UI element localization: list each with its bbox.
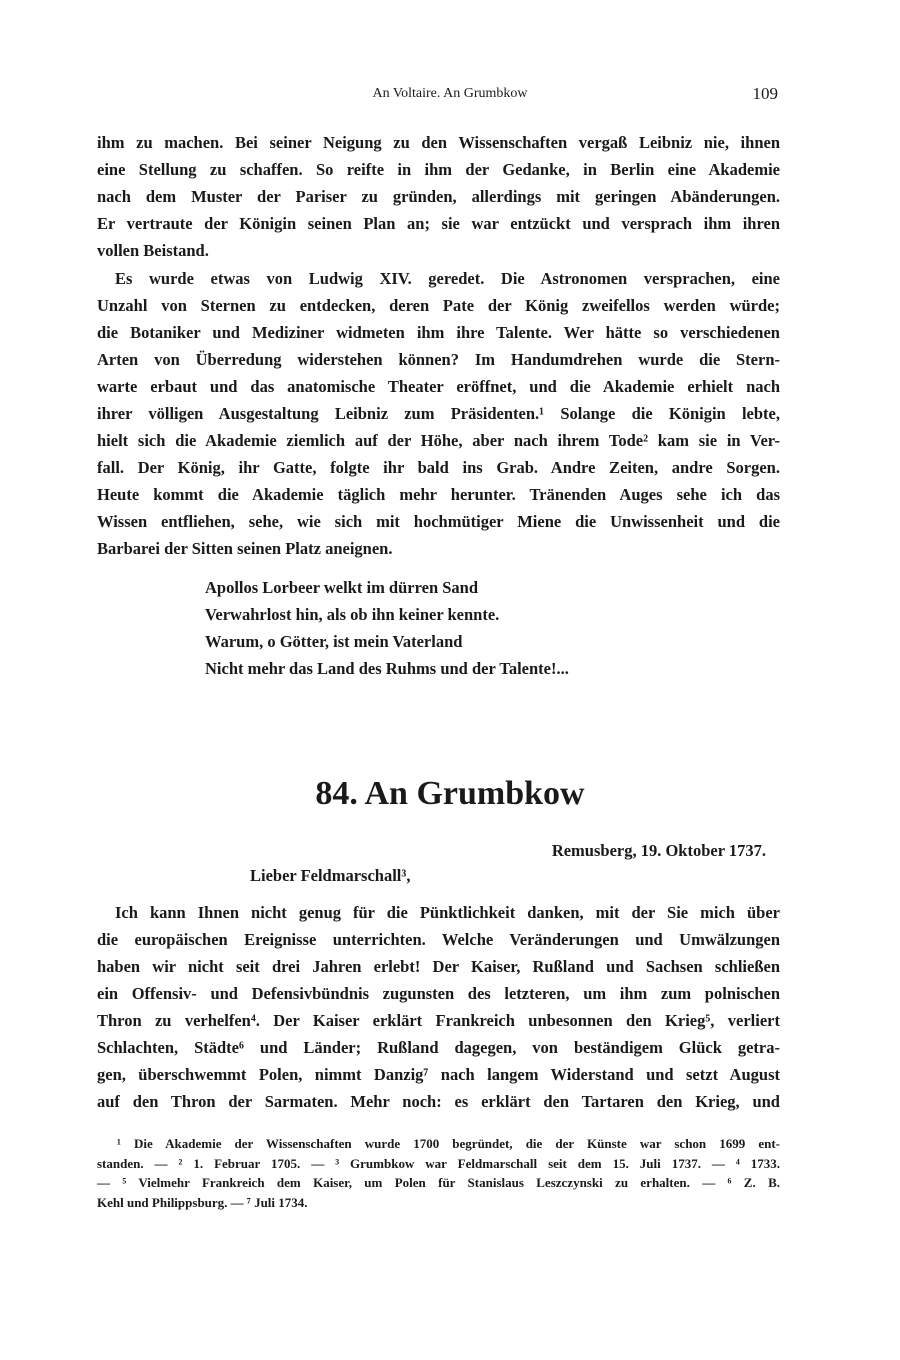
letter-title: 84. An Grumbkow (315, 775, 585, 812)
verse-line: Verwahrlost hin, als ob ihn keiner kennte. (205, 605, 500, 624)
verse (205, 574, 569, 682)
letter-body (97, 899, 780, 1115)
text-line: eine Stellung zu schaffen. So reifte in ihm der Gedanke, in Berlin eine Akademie (97, 160, 780, 179)
text-line: nach dem Muster der Pariser zu gründen, allerdings mit geringen Abänderungen. (97, 187, 780, 206)
text-line: warte erbaut und das anatomische Theater eröffnet, und die Akademie erhielt nach (97, 377, 780, 396)
text-line: gen, überschwemmt Polen, nimmt Danzig⁷ nach langem Widerstand und setzt August (97, 1065, 780, 1084)
text-line: fall. Der König, ihr Gatte, folgte ihr bald ins Grab. Andre Zeiten, andre Sorgen. (97, 458, 780, 477)
text-line: vollen Beistand. (97, 241, 209, 260)
text-line: Schlachten, Städte⁶ und Länder; Rußland dagegen, von beständigem Glück getra- (97, 1038, 780, 1057)
paragraph-2 (97, 265, 780, 562)
page-number: 109 (752, 84, 778, 103)
footnote-line: ¹ Die Akademie der Wissenschaften wurde 1700 begründet, die der Künste war schon 1699 ent- (117, 1136, 780, 1151)
text-line: Es wurde etwas von Ludwig XIV. geredet. Die Astronomen versprachen, eine (115, 269, 780, 288)
letter-date: Remusberg, 19. Oktober 1737. (551, 841, 766, 860)
text-line: ihrer völligen Ausgestaltung Leibniz zum Präsidenten.¹ Solange die Königin lebte, (97, 404, 780, 423)
text-line: Heute kommt die Akademie täglich mehr herunter. Tränenden Auges sehe ich das (97, 485, 780, 504)
text-line: auf den Thron der Sarmaten. Mehr noch: es erklärt den Tartaren den Krieg, und (97, 1092, 780, 1111)
text-line: Unzahl von Sternen zu entdecken, deren Pate der König zweifellos werden würde; (97, 296, 780, 315)
text-line: ein Offensiv- und Defensivbündnis zugunsten des letzteren, um ihm zum polnischen (97, 984, 780, 1003)
footnotes (97, 1134, 780, 1212)
text-line: die Botaniker und Mediziner widmeten ihm ihre Talente. Wer hätte so verschiedenen (97, 323, 780, 342)
text-line: Er vertraute der Königin seinen Plan an; sie war entzückt und versprach ihm ihren (97, 214, 780, 233)
footnote-line: Kehl und Philippsburg. — ⁷ Juli 1734. (97, 1194, 308, 1210)
verse-line: Apollos Lorbeer welkt im dürren Sand (205, 578, 479, 597)
text-line: Wissen entfliehen, sehe, wie sich mit hochmütiger Miene die Unwissenheit und die (97, 512, 780, 531)
text-line: Barbarei der Sitten seinen Platz aneignen. (97, 539, 393, 558)
verse-line: Warum, o Götter, ist mein Vaterland (205, 632, 463, 651)
running-title: An Voltaire. An Grumbkow (372, 86, 528, 101)
footnote-line: — ⁵ Vielmehr Frankreich dem Kaiser, um Polen für Stanislaus Leszczynski zu erhalten. — ⁶ Z. B. (97, 1175, 780, 1190)
text-line: Thron zu verhelfen⁴. Der Kaiser erklärt Frankreich unbesonnen den Krieg⁵, verliert (97, 1011, 780, 1030)
text-line: Arten von Überredung widerstehen können? Im Handumdrehen wurde die Stern- (97, 350, 780, 369)
page-header (0, 84, 900, 108)
footnote-line: standen. — ² 1. Februar 1705. — ³ Grumbkow war Feldmarschall seit dem 15. Juli 1737. — ⁴ 1733. (97, 1155, 780, 1171)
salutation: Lieber Feldmarschall³, (250, 866, 411, 885)
text-line: die europäischen Ereignisse unterrichten. Welche Veränderungen und Umwälzungen (97, 930, 780, 949)
text-line: haben wir nicht seit drei Jahren erlebt! Der Kaiser, Rußland und Sachsen schließen (97, 957, 780, 976)
continued-paragraph (97, 129, 780, 264)
verse-line: Nicht mehr das Land des Ruhms und der Talente!... (205, 659, 569, 678)
text-line: ihm zu machen. Bei seiner Neigung zu den Wissenschaften vergaß Leibniz nie, ihnen (97, 133, 780, 152)
text-line: hielt sich die Akademie ziemlich auf der Höhe, aber nach ihrem Tode² kam sie in Ver- (97, 431, 780, 450)
text-line: Ich kann Ihnen nicht genug für die Pünktlichkeit danken, mit der Sie mich über (115, 903, 780, 922)
